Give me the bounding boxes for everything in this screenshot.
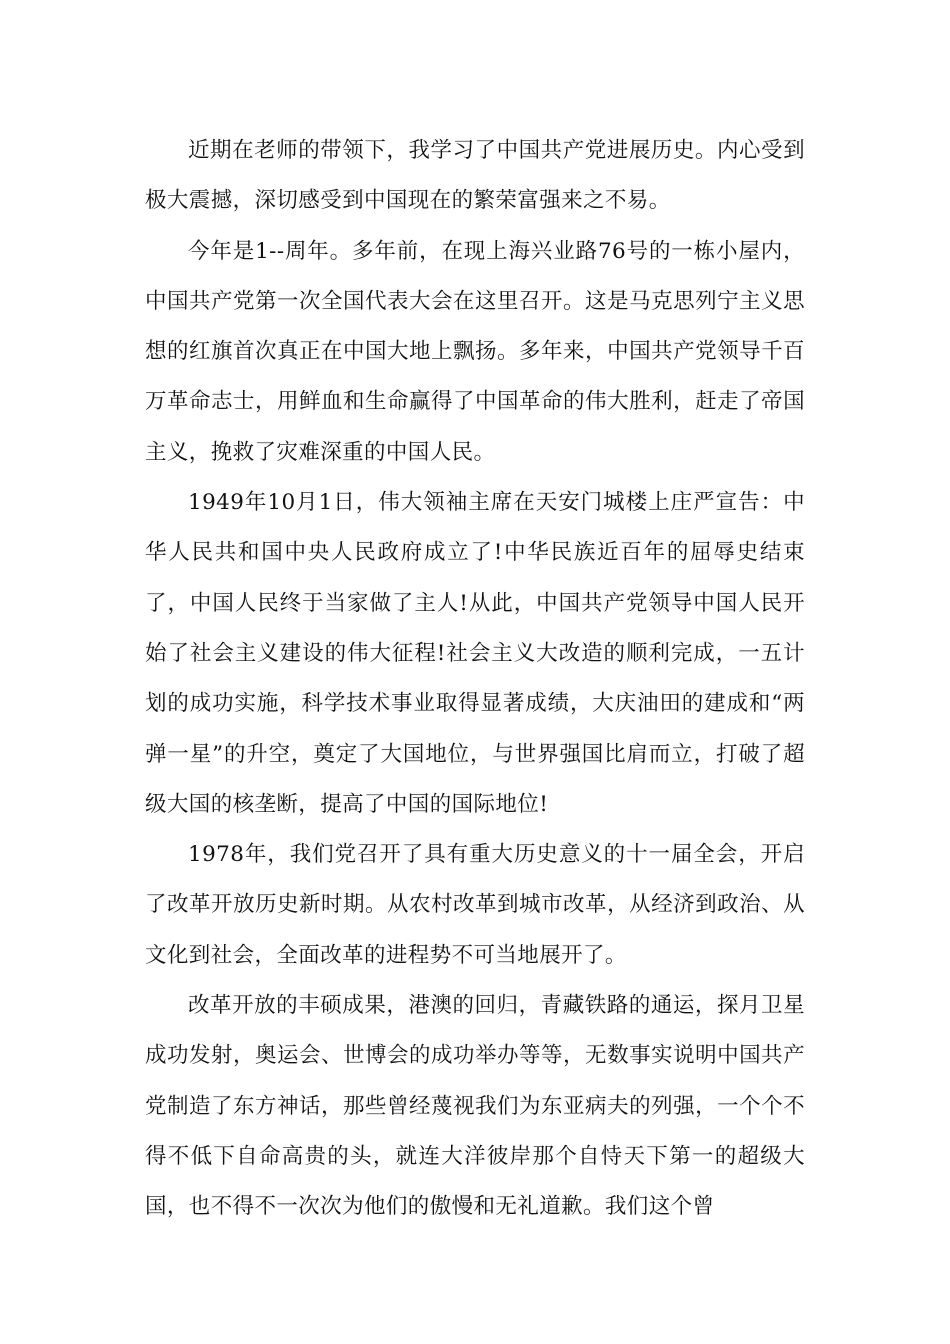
- paragraph-2: 今年是1--周年。多年前，在现上海兴业路76号的一栋小屋内，中国共产党第一次全国代表大会在这里召开。这是马克思列宁主义思想的红旗首次真正在中国大地上飘扬。多年来，中国共产党领导千百万革命志士，用鲜血和生命赢得了中国革命的伟大胜利，赶走了帝国主义，挽救了灾难深重的中国人民。: [145, 238, 805, 465]
- paragraph-5: 改革开放的丰硕成果，港澳的回归，青藏铁路的通运，探月卫星成功发射，奥运会、世博会的成功举办等等，无数事实说明中国共产党制造了东方神话，那些曾经蔑视我们为东亚病夫的列强，一个个不得不低下自命高贵的头，就连大洋彼岸那个自恃天下第一的超级大国，也不得不一次次为他们的傲慢和无礼道歉。我们这个曾: [145, 993, 805, 1220]
- paragraph-1: 近期在老师的带领下，我学习了中国共产党进展历史。内心受到极大震撼，深切感受到中国现在的繁荣富强来之不易。: [145, 138, 805, 214]
- paragraph-3: 1949年10月1日，伟大领袖主席在天安门城楼上庄严宣告：中华人民共和国中央人民政府成立了!中华民族近百年的屈辱史结束了，中国人民终于当家做了主人!从此，中国共产党领导中国人民开始了社会主义建设的伟大征程!社会主义大改造的顺利完成，一五计划的成功实施，科学技术事业取得显著成绩，大庆油田的建成和“两弹一星”的升空，奠定了大国地位，与世界强国比肩而立，打破了超级大国的核垄断，提高了中国的国际地位!: [145, 490, 805, 817]
- paragraph-4: 1978年，我们党召开了具有重大历史意义的十一届全会，开启了改革开放历史新时期。从农村改革到城市改革，从经济到政治、从文化到社会，全面改革的进程势不可当地展开了。: [145, 842, 805, 968]
- document-body: [145, 126, 805, 1233]
